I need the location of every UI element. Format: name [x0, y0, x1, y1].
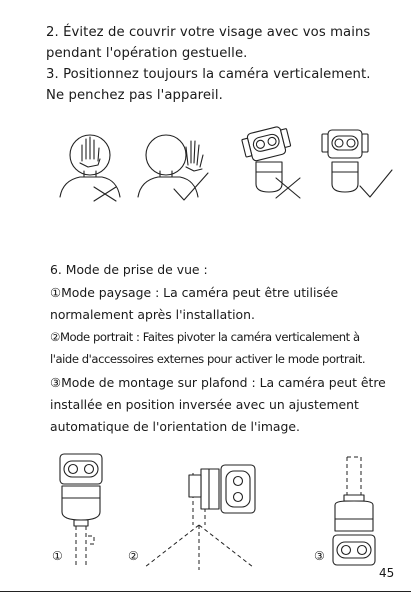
figure-label-3: ③ [314, 549, 325, 563]
mode2-line1: ②Mode portrait : Faites pivoter la caméra verticalement à [50, 330, 360, 344]
figure-label-1: ① [52, 549, 63, 563]
upright-camera-correct-icon [316, 122, 396, 202]
section-heading: 6. Mode de prise de vue : [50, 262, 208, 277]
mode2-line2: l'aide d'accessoires externes pour activer le mode portrait. [50, 352, 366, 366]
instruction-line-3b: Ne penchez pas l'appareil. [46, 88, 223, 103]
mode1-line2: normalement après l'installation. [50, 307, 255, 322]
page-bottom-rule [0, 591, 411, 592]
tilted-camera-incorrect-icon [236, 122, 308, 202]
mode3-line3: automatique de l'orientation de l'image. [50, 419, 300, 434]
mode3-line1: ③Mode de montage sur plafond : La caméra peut être [50, 375, 386, 390]
camera-ceiling-mount-icon [327, 455, 387, 575]
page-number: 45 [379, 566, 395, 580]
instruction-line-3a: 3. Positionnez toujours la caméra verticalement. [46, 67, 371, 82]
face-with-hand-incorrect-icon [58, 125, 128, 203]
mode1-line1: ①Mode paysage : La caméra peut être utilisée [50, 285, 339, 300]
instruction-line-2a: 2. Évitez de couvrir votre visage avec vos mains [46, 25, 371, 40]
face-with-hand-correct-icon [136, 125, 216, 203]
camera-on-tripod-portrait-icon [145, 455, 265, 573]
figure-label-2: ② [128, 549, 139, 563]
instruction-line-2b: pendant l'opération gestuelle. [46, 46, 248, 61]
mode3-line2: installée en position inversée avec un ajustement [50, 397, 359, 412]
